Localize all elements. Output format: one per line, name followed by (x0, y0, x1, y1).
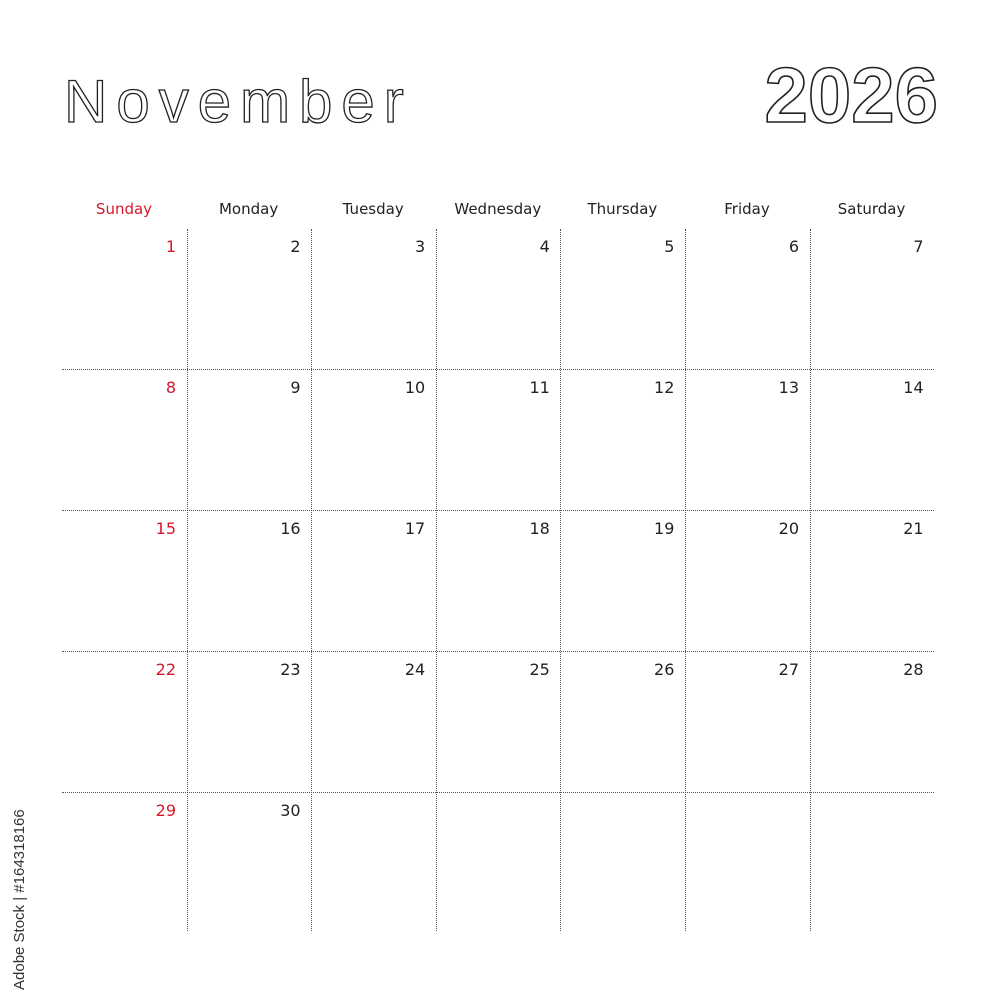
day-cell[interactable] (685, 370, 809, 510)
weekday-sunday: Sunday (95, 200, 153, 218)
day-cell[interactable] (62, 229, 186, 369)
day-number: 7 (913, 237, 924, 256)
day-cell[interactable] (187, 511, 311, 651)
day-number: 20 (778, 519, 799, 538)
weekday-thursday: Thursday (587, 200, 658, 218)
day-number: 10 (404, 378, 426, 397)
weekday-saturday: Saturday (837, 200, 906, 218)
day-number: 16 (280, 519, 301, 538)
day-cell[interactable] (685, 511, 809, 651)
weekday-monday: Monday (218, 200, 279, 218)
day-cell[interactable] (62, 511, 186, 651)
day-number: 5 (664, 237, 675, 256)
day-cell[interactable] (187, 370, 311, 510)
day-cell[interactable] (187, 652, 311, 792)
day-cell[interactable] (810, 370, 934, 510)
day-cell[interactable] (62, 793, 186, 933)
day-number: 23 (280, 660, 301, 679)
day-cell[interactable] (810, 511, 934, 651)
day-number: 26 (654, 660, 675, 679)
day-cell[interactable] (311, 511, 435, 651)
day-number: 1 (165, 237, 176, 256)
day-number: 6 (788, 237, 799, 256)
day-number: 30 (280, 801, 301, 820)
day-number: 4 (539, 237, 550, 256)
day-cell[interactable] (436, 652, 560, 792)
weekday-header-row (62, 196, 934, 222)
day-number: 22 (155, 660, 176, 679)
day-cell[interactable] (62, 370, 186, 510)
day-cell[interactable] (436, 370, 560, 510)
day-number: 18 (529, 519, 550, 538)
day-number: 17 (404, 519, 426, 538)
day-cell[interactable] (311, 370, 435, 510)
day-cell[interactable] (187, 793, 311, 933)
day-cell[interactable] (685, 229, 809, 369)
weekday-friday: Friday (724, 200, 770, 218)
day-cell[interactable] (560, 229, 684, 369)
stock-id-text: Adobe Stock | #164318166 (11, 809, 28, 990)
day-number: 27 (778, 660, 799, 679)
day-number: 8 (165, 378, 176, 397)
day-number: 11 (529, 378, 550, 397)
day-cell[interactable] (685, 652, 809, 792)
day-cell[interactable] (560, 370, 684, 510)
day-number: 29 (155, 801, 176, 820)
day-cell[interactable] (560, 511, 684, 651)
day-cell[interactable] (436, 511, 560, 651)
day-cell[interactable] (810, 229, 934, 369)
day-number: 2 (290, 237, 301, 256)
day-number: 19 (654, 519, 675, 538)
day-number: 13 (778, 378, 799, 397)
day-cell[interactable] (436, 229, 560, 369)
day-cell[interactable] (810, 652, 934, 792)
day-number: 25 (529, 660, 550, 679)
day-cell[interactable] (436, 793, 560, 933)
day-cell[interactable] (311, 793, 435, 933)
day-number: 21 (903, 519, 924, 538)
month-title: November (64, 68, 413, 135)
day-number: 14 (903, 378, 924, 397)
day-cell[interactable] (62, 652, 186, 792)
weekday-tuesday: Tuesday (342, 200, 404, 218)
day-number: 9 (290, 378, 301, 397)
day-cell[interactable] (560, 793, 684, 933)
day-number: 15 (155, 519, 176, 538)
day-number: 3 (415, 237, 426, 256)
day-cell[interactable] (560, 652, 684, 792)
day-cell[interactable] (311, 229, 435, 369)
weekday-wednesday: Wednesday (454, 200, 542, 218)
day-number: 28 (903, 660, 924, 679)
year-title: 2026 (764, 51, 938, 139)
stock-id-watermark (8, 760, 32, 990)
calendar-grid (62, 229, 934, 931)
day-cell[interactable] (685, 793, 809, 933)
day-cell[interactable] (187, 229, 311, 369)
day-cell[interactable] (810, 793, 934, 933)
day-cell[interactable] (311, 652, 435, 792)
day-number: 12 (654, 378, 675, 397)
day-number: 24 (404, 660, 426, 679)
